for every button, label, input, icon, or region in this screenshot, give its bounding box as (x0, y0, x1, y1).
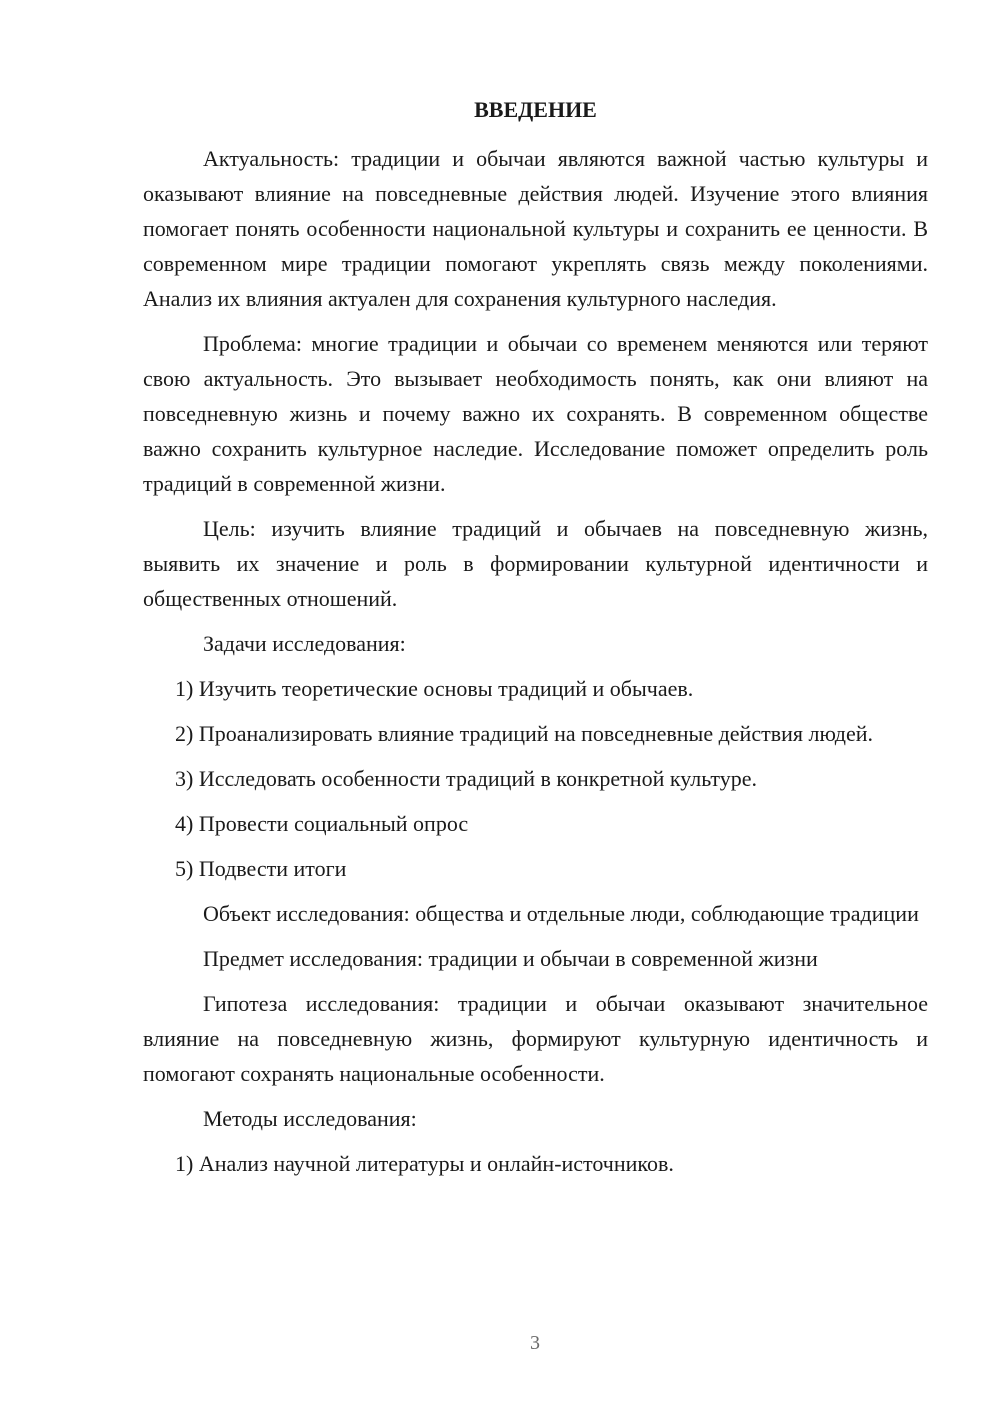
object-paragraph: Объект исследования: общества и отдельные люди, соблюдающие традиции (203, 901, 919, 926)
document-page (143, 92, 928, 1191)
task-item-3: 3) Исследовать особенности традиций в конкретной культуре. (175, 766, 758, 791)
page-number: 3 (530, 1332, 540, 1354)
method-item-1: 1) Анализ научной литературы и онлайн-источников. (175, 1151, 674, 1176)
task-item-5: 5) Подвести итоги (175, 856, 347, 881)
task-item-2: 2) Проанализировать влияние традиций на повседневные действия людей. (175, 721, 874, 746)
subject-paragraph: Предмет исследования: традиции и обычаи в современной жизни (203, 946, 818, 971)
methods-heading: Методы исследования: (203, 1106, 417, 1131)
relevance-paragraph: Актуальность: традиции и обычаи являются важной частью культуры и оказывают влияние на повседневные действия людей. Изучение этого влияния помогает понять особенности национальной культуры и сохранить ее ценности. В современном мире традиции помогают укреплять связь между поколениями. Анализ их влияния актуален для сохранения культурного наследия. (143, 146, 928, 311)
goal-paragraph: Цель: изучить влияние традиций и обычаев на повседневную жизнь, выявить их значение и роль в формировании культурной идентичности и общественных отношений. (143, 516, 928, 611)
tasks-heading: Задачи исследования: (203, 631, 406, 656)
task-item-1: 1) Изучить теоретические основы традиций и обычаев. (175, 676, 694, 701)
problem-paragraph: Проблема: многие традиции и обычаи со временем меняются или теряют свою актуальность. Это вызывает необходимость понять, как они влияют на повседневную жизнь и почему важно их сохранять. В современном обществе важно сохранить культурное наследие. Исследование поможет определить роль традиций в современной жизни. (143, 331, 928, 496)
section-title: ВВЕДЕНИЕ (474, 97, 597, 122)
task-item-4: 4) Провести социальный опрос (175, 811, 469, 836)
hypothesis-paragraph: Гипотеза исследования: традиции и обычаи оказывают значительное влияние на повседневную жизнь, формируют культурную идентичность и помогают сохранять национальные особенности. (143, 991, 928, 1086)
